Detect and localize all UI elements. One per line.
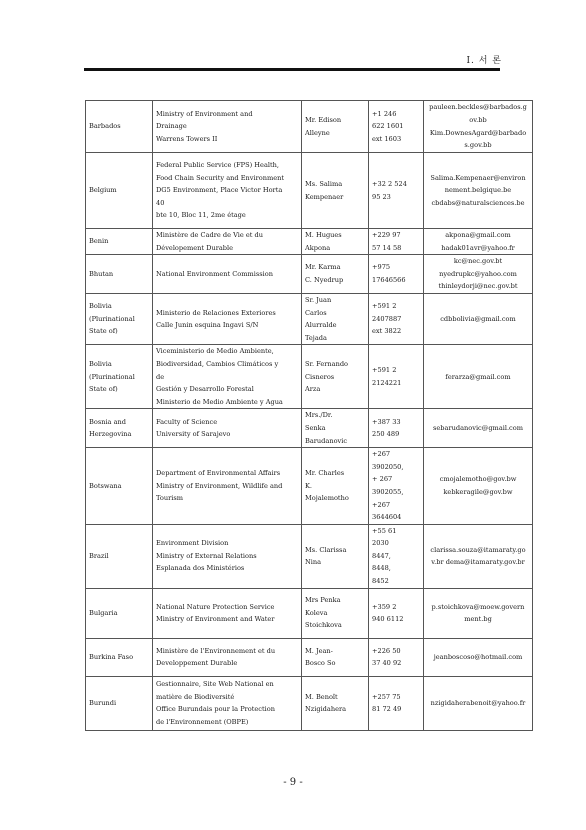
institution-cell: Ministerio de Relaciones Exteriores Calle Junin esquina Ingavi S/N <box>153 293 302 344</box>
institution-cell: National Environment Commission <box>153 255 302 294</box>
country-cell: Botswana <box>86 448 153 525</box>
institution-cell: Environment Division Ministry of External Relations Esplanada dos Ministérios <box>153 524 302 588</box>
table-row <box>86 524 533 588</box>
email-cell: jeanboscoso@hotmail.com <box>424 638 533 676</box>
phone-cell: +55 61 2030 8447, 8448, 8452 <box>369 524 424 588</box>
email-cell: nzigidaherabenoit@yahoo.fr <box>424 676 533 730</box>
contact-person-cell: M. Jean- Bosco So <box>302 638 369 676</box>
table-row <box>86 101 533 153</box>
email-cell: sebarudanovic@gmail.com <box>424 409 533 448</box>
contact-person-cell: M. Benoît Nzigidahera <box>302 676 369 730</box>
country-cell: Bosnia and Herzegovina <box>86 409 153 448</box>
phone-cell: +267 3902050, + 267 3902055, +267 3644604 <box>369 448 424 525</box>
phone-cell: +226 50 37 40 92 <box>369 638 424 676</box>
country-cell: Bolivia (Plurinational State of) <box>86 293 153 344</box>
phone-cell: +591 2 2407887 ext 3822 <box>369 293 424 344</box>
institution-cell: Ministère de l'Environnement et du Developpement Durable <box>153 638 302 676</box>
email-cell: kc@nec.gov.bt nyedrupkc@yahoo.com thinleydorji@nec.gov.bt <box>424 255 533 294</box>
table-row <box>86 676 533 730</box>
contact-person-cell: Mr. Charles K. Mojalemotho <box>302 448 369 525</box>
table-row <box>86 153 533 229</box>
contacts-table <box>85 100 533 731</box>
contact-person-cell: Ms. Clarissa Nina <box>302 524 369 588</box>
institution-cell: Gestionnaire, Site Web National en matière de Biodiversité Office Burundais pour la Protection de l'Environnement (OBPE) <box>153 676 302 730</box>
phone-cell: +387 33 250 489 <box>369 409 424 448</box>
phone-cell: +1 246 622 1601 ext 1603 <box>369 101 424 153</box>
phone-cell: +975 17646566 <box>369 255 424 294</box>
table-row <box>86 229 533 255</box>
table-row <box>86 588 533 638</box>
institution-cell: Department of Environmental Affairs Ministry of Environment, Wildlife and Tourism <box>153 448 302 525</box>
phone-cell: +32 2 524 95 23 <box>369 153 424 229</box>
table-row <box>86 409 533 448</box>
table-row <box>86 638 533 676</box>
section-header-label: I. 서 론 <box>466 56 502 66</box>
country-cell: Barbados <box>86 101 153 153</box>
phone-cell: +591 2 2124221 <box>369 345 424 409</box>
country-cell: Benin <box>86 229 153 255</box>
phone-cell: +257 75 81 72 49 <box>369 676 424 730</box>
email-cell: ferarza@gmail.com <box>424 345 533 409</box>
email-cell: akpona@gmail.com hadak01avr@yahoo.fr <box>424 229 533 255</box>
email-cell: p.stoichkova@moew.govern ment.bg <box>424 588 533 638</box>
country-cell: Bhutan <box>86 255 153 294</box>
header-rule <box>84 68 500 71</box>
contact-person-cell: Sr. Juan Carlos Alurralde Tejada <box>302 293 369 344</box>
institution-cell: Federal Public Service (FPS) Health, Food Chain Security and Environment DG5 Environment, Place Victor Horta 40 bte 10, Bloc 11, 2me étage <box>153 153 302 229</box>
table-row <box>86 448 533 525</box>
email-cell: clarissa.souza@itamaraty.go v.br dema@itamaraty.gov.br <box>424 524 533 588</box>
email-cell: cmojalemotho@gov.bw kebkeragile@gov.bw <box>424 448 533 525</box>
contact-person-cell: Mr. Edison Alleyne <box>302 101 369 153</box>
institution-cell: Faculty of Science University of Sarajevo <box>153 409 302 448</box>
email-cell: pauleen.beckles@barbados.g ov.bb Kim.DownesAgard@barbado s.gov.bb <box>424 101 533 153</box>
table-row <box>86 293 533 344</box>
institution-cell: Ministry of Environment and Drainage Warrens Towers II <box>153 101 302 153</box>
contact-person-cell: Mrs Penka Koleva Stoichkova <box>302 588 369 638</box>
email-cell: cdbbolivia@gmail.com <box>424 293 533 344</box>
table-row <box>86 345 533 409</box>
email-cell: Salima.Kempenaer@environ nement.belgique.be cbdabs@naturalsciences.be <box>424 153 533 229</box>
contact-person-cell: Mr. Karma C. Nyedrup <box>302 255 369 294</box>
country-cell: Bulgaria <box>86 588 153 638</box>
country-cell: Brazil <box>86 524 153 588</box>
contacts-table-body <box>86 101 533 731</box>
institution-cell: Ministère de Cadre de Vie et du Dévelopement Durable <box>153 229 302 255</box>
table-row <box>86 255 533 294</box>
contact-person-cell: Ms. Salima Kempenaer <box>302 153 369 229</box>
phone-cell: +229 97 57 14 58 <box>369 229 424 255</box>
phone-cell: +359 2 940 6112 <box>369 588 424 638</box>
contact-person-cell: Mrs./Dr. Senka Barudanovic <box>302 409 369 448</box>
country-cell: Bolivia (Plurinational State of) <box>86 345 153 409</box>
country-cell: Belgium <box>86 153 153 229</box>
contact-person-cell: Sr. Fernando Cisneros Arza <box>302 345 369 409</box>
page-number: - 9 - <box>283 777 303 788</box>
country-cell: Burkina Faso <box>86 638 153 676</box>
country-cell: Burundi <box>86 676 153 730</box>
institution-cell: Viceministerio de Medio Ambiente, Biodiversidad, Cambios Climáticos y de Gestión y Desarrollo Forestal Ministerio de Medio Ambiente y Agua <box>153 345 302 409</box>
institution-cell: National Nature Protection Service Ministry of Environment and Water <box>153 588 302 638</box>
contact-person-cell: M. Hugues Akpona <box>302 229 369 255</box>
